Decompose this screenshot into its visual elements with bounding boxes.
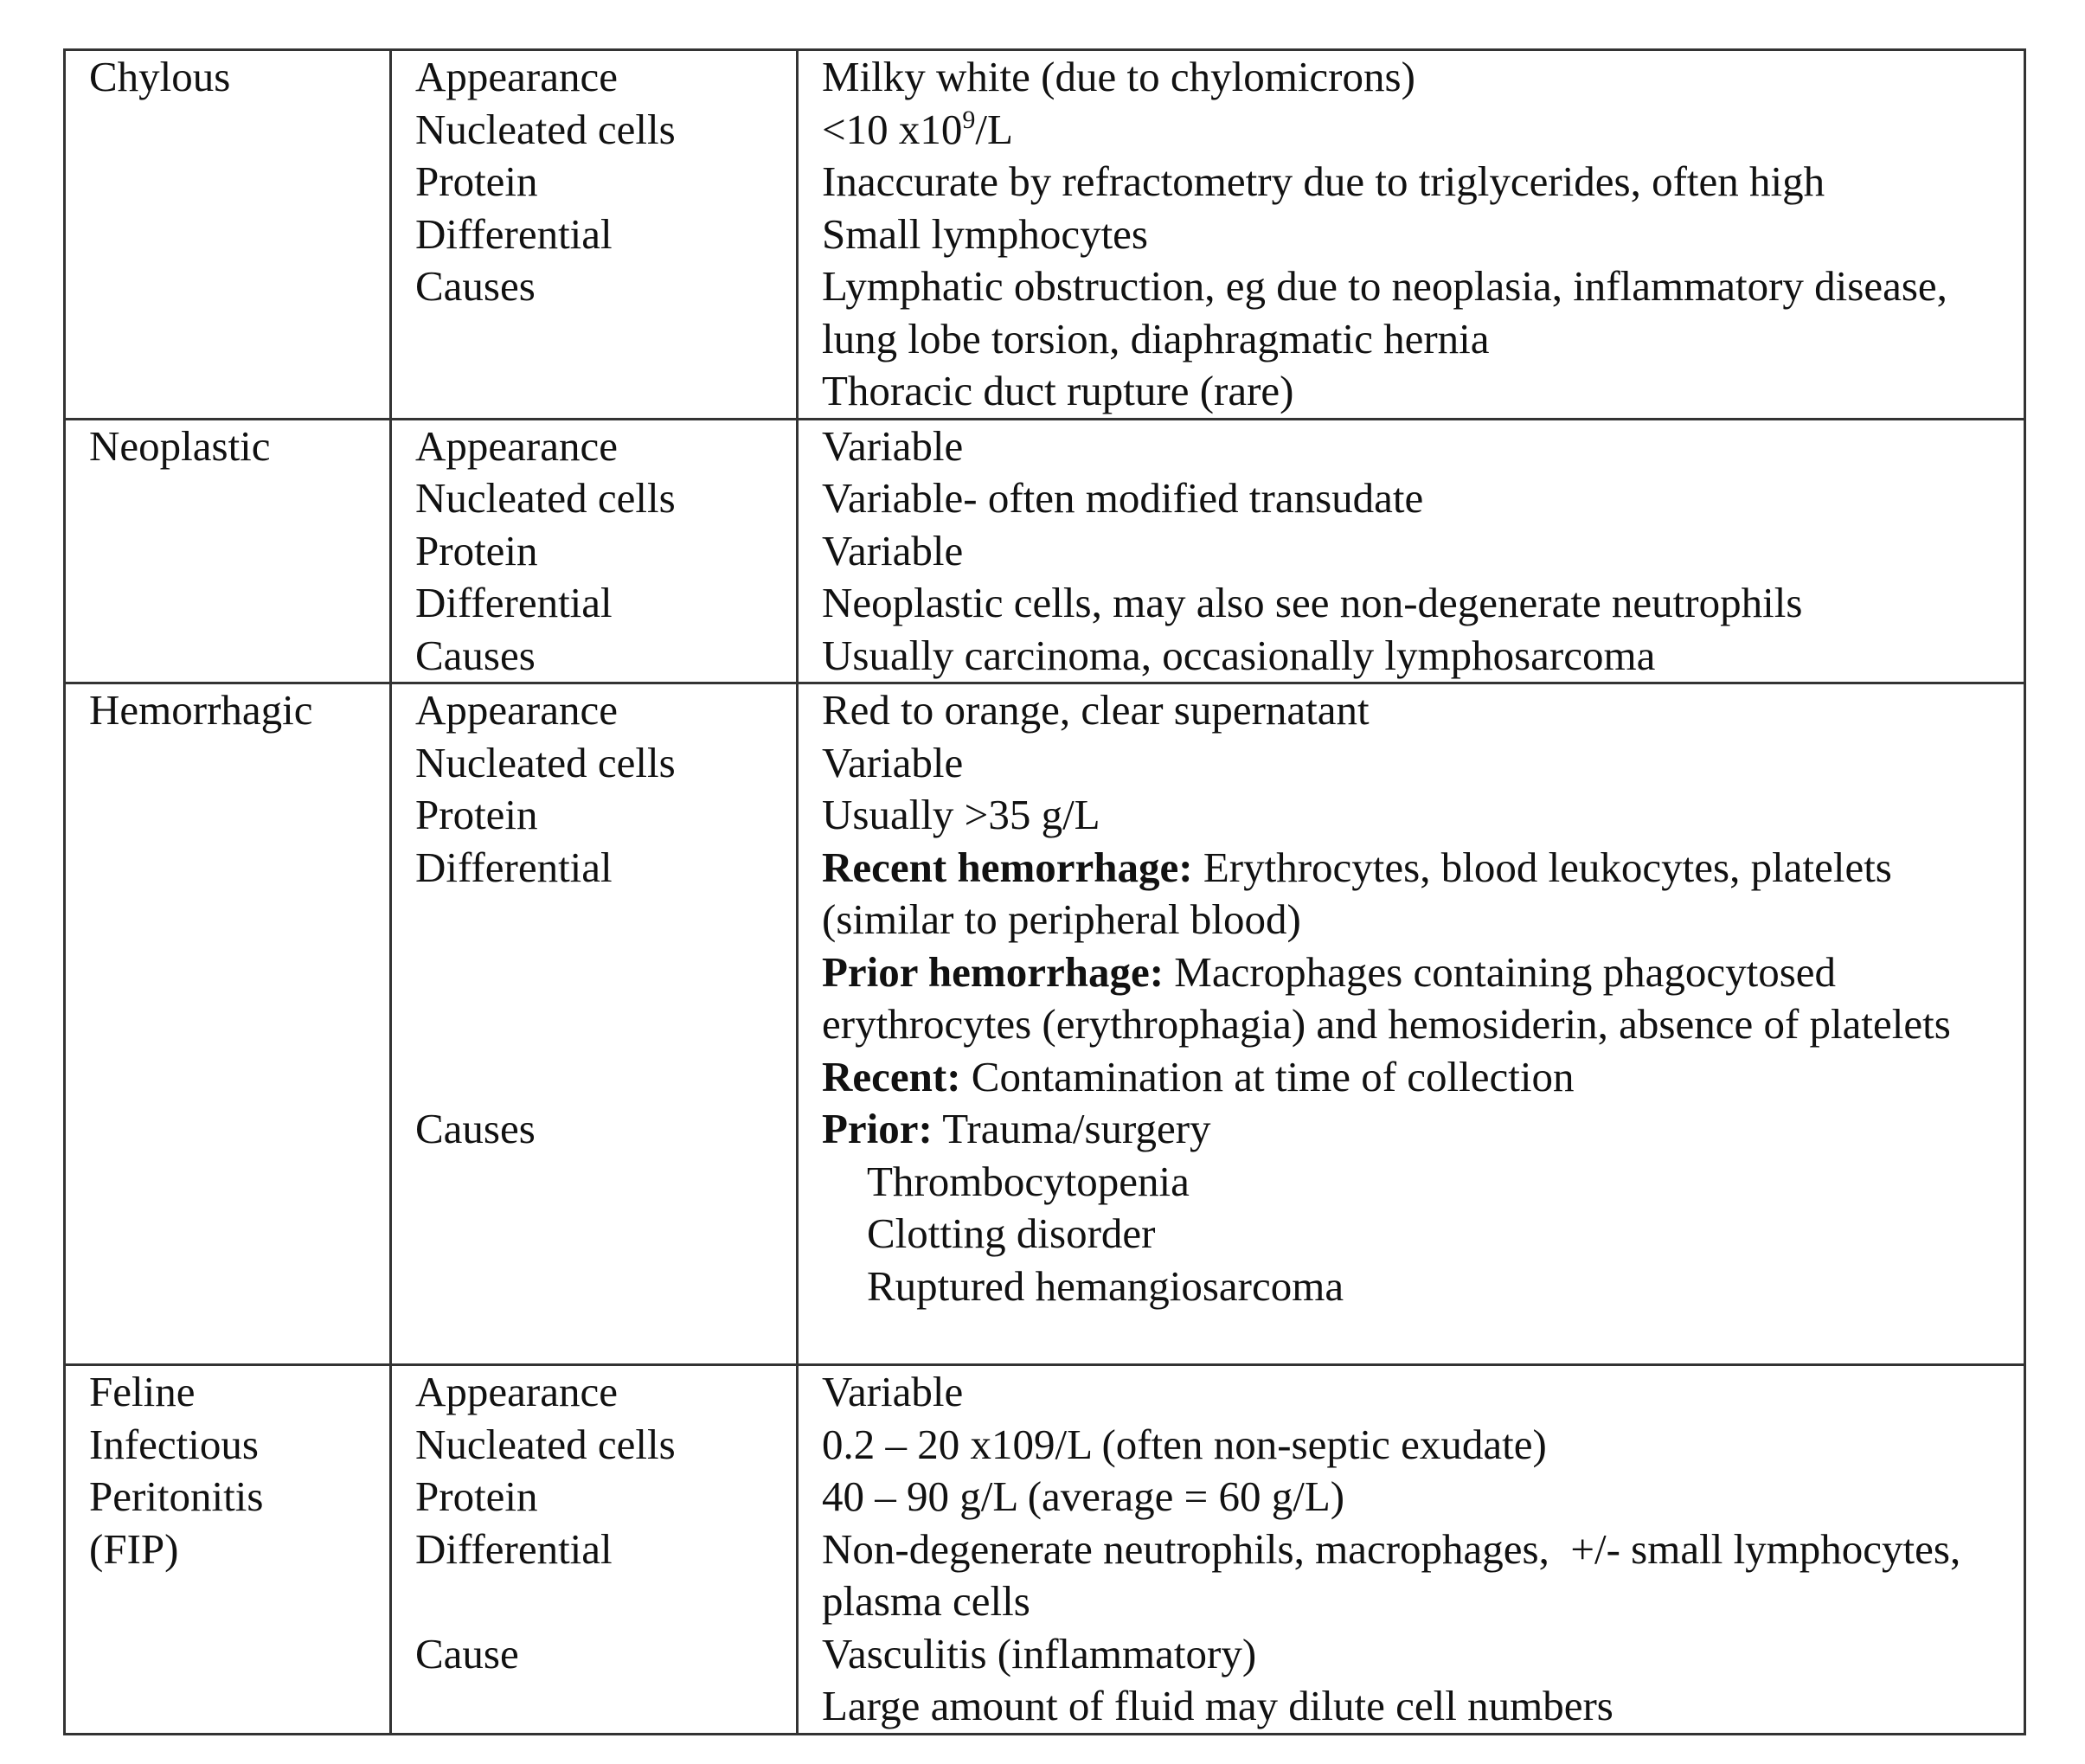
value-text: Non-degenerate neutrophils, macrophages, +/- small lymphocytes, plasma cells bbox=[822, 1524, 1972, 1625]
parameter-label: Differential bbox=[415, 843, 613, 891]
value-text: Thoracic duct rupture (rare) bbox=[822, 367, 1294, 414]
parameter-label: Differential bbox=[415, 1524, 613, 1573]
value-text: Lymphatic obstruction, eg due to neoplasia, inflammatory disease, lung lobe torsion, diaphragmatic hernia bbox=[822, 262, 1947, 362]
category-cell bbox=[65, 50, 391, 420]
value-cell bbox=[798, 683, 2025, 1365]
value-text: Variable- often modified transudate bbox=[822, 474, 1424, 522]
value-text: Usually carcinoma, occasionally lymphosarcoma bbox=[822, 631, 1656, 679]
parameter-label: Cause bbox=[415, 1629, 519, 1677]
parameter-label: Protein bbox=[415, 791, 538, 838]
value-text: Large amount of fluid may dilute cell numbers bbox=[822, 1682, 1613, 1729]
exponent-text: 9 bbox=[962, 105, 976, 134]
value-text: Contamination at time of collection bbox=[960, 1052, 1575, 1100]
parameter-label: Protein bbox=[415, 1472, 538, 1520]
parameter-cell bbox=[391, 683, 798, 1365]
parameter-label: Nucleated cells bbox=[415, 474, 676, 522]
parameter-label: Nucleated cells bbox=[415, 105, 676, 153]
category-label: Peritonitis bbox=[89, 1472, 264, 1520]
category-label: Feline bbox=[89, 1368, 196, 1415]
parameter-label: Protein bbox=[415, 526, 538, 574]
value-text: <10 x10 bbox=[822, 105, 963, 153]
spacer bbox=[415, 894, 772, 946]
value-cell bbox=[798, 1365, 2025, 1735]
value-text bbox=[822, 842, 1999, 946]
value-text: Variable bbox=[822, 421, 964, 470]
category-cell bbox=[65, 1365, 391, 1735]
effusion-classification-table bbox=[63, 48, 2026, 1735]
bold-label: Prior: bbox=[822, 1105, 933, 1152]
category-cell bbox=[65, 683, 391, 1365]
parameter-label: Nucleated cells bbox=[415, 1420, 676, 1468]
bold-label: Prior hemorrhage: bbox=[822, 947, 1164, 996]
category-label: Hemorrhagic bbox=[89, 686, 313, 734]
bold-label: Recent: bbox=[822, 1052, 961, 1100]
value-cell bbox=[798, 50, 2025, 420]
value-text: Erythrocytes, blood leukocytes, platelets (similar to peripheral blood) bbox=[822, 843, 1892, 943]
list-item: Ruptured hemangiosarcoma bbox=[867, 1261, 1344, 1310]
parameter-label: Appearance bbox=[415, 421, 618, 470]
table-row bbox=[65, 419, 2025, 683]
parameter-label: Causes bbox=[415, 631, 536, 679]
value-text: Small lymphocytes bbox=[822, 209, 1148, 258]
value-text: Variable bbox=[822, 1368, 964, 1415]
value-text: Red to orange, clear supernatant bbox=[822, 686, 1370, 734]
category-label: Chylous bbox=[89, 53, 231, 100]
value-text: Trauma/surgery bbox=[932, 1105, 1211, 1152]
parameter-cell bbox=[391, 50, 798, 420]
table-row bbox=[65, 683, 2025, 1365]
value-text: Milky white (due to chylomicrons) bbox=[822, 53, 1415, 100]
category-label: Infectious bbox=[89, 1420, 259, 1468]
bold-label: Recent hemorrhage: bbox=[822, 843, 1193, 891]
value-cell bbox=[798, 419, 2025, 683]
parameter-label: Appearance bbox=[415, 686, 618, 734]
value-text: Vasculitis (inflammatory) bbox=[822, 1629, 1257, 1677]
parameter-label: Causes bbox=[415, 262, 536, 310]
parameter-label: Appearance bbox=[415, 1368, 618, 1415]
value-text: 40 – 90 g/L (average = 60 g/L) bbox=[822, 1472, 1345, 1520]
spacer bbox=[415, 1051, 772, 1104]
parameter-label: Protein bbox=[415, 157, 538, 205]
parameter-label: Differential bbox=[415, 579, 613, 626]
value-text: /L bbox=[975, 105, 1013, 153]
value-text: Macrophages containing phagocytosed erythrocytes (erythrophagia) and hemosiderin, absence of platelets bbox=[822, 947, 1951, 1048]
parameter-label: Appearance bbox=[415, 53, 618, 100]
spacer bbox=[415, 1575, 772, 1628]
category-cell bbox=[65, 419, 391, 683]
parameter-label: Differential bbox=[415, 209, 613, 258]
table-row bbox=[65, 50, 2025, 420]
spacer bbox=[415, 998, 772, 1051]
value-text: Variable bbox=[822, 526, 964, 574]
value-text: Inaccurate by refractometry due to triglycerides, often high bbox=[822, 157, 1825, 205]
category-label: (FIP) bbox=[89, 1524, 179, 1573]
value-text: 0.2 – 20 x109/L (often non-septic exudate) bbox=[822, 1420, 1547, 1468]
spacer bbox=[415, 946, 772, 999]
list-item: Clotting disorder bbox=[867, 1209, 1156, 1257]
value-text: Variable bbox=[822, 738, 964, 786]
category-label: Neoplastic bbox=[89, 421, 271, 470]
value-text bbox=[822, 104, 1999, 157]
parameter-cell bbox=[391, 1365, 798, 1735]
value-text: Usually >35 g/L bbox=[822, 791, 1100, 838]
parameter-label: Causes bbox=[415, 1105, 536, 1152]
parameter-cell bbox=[391, 419, 798, 683]
parameter-label: Nucleated cells bbox=[415, 738, 676, 786]
value-text bbox=[822, 946, 1999, 1051]
list-item: Thrombocytopenia bbox=[867, 1157, 1190, 1205]
value-text: Neoplastic cells, may also see non-degenerate neutrophils bbox=[822, 579, 1803, 626]
value-text bbox=[822, 1103, 1999, 1156]
value-text bbox=[822, 1051, 1999, 1104]
table-row bbox=[65, 1365, 2025, 1735]
